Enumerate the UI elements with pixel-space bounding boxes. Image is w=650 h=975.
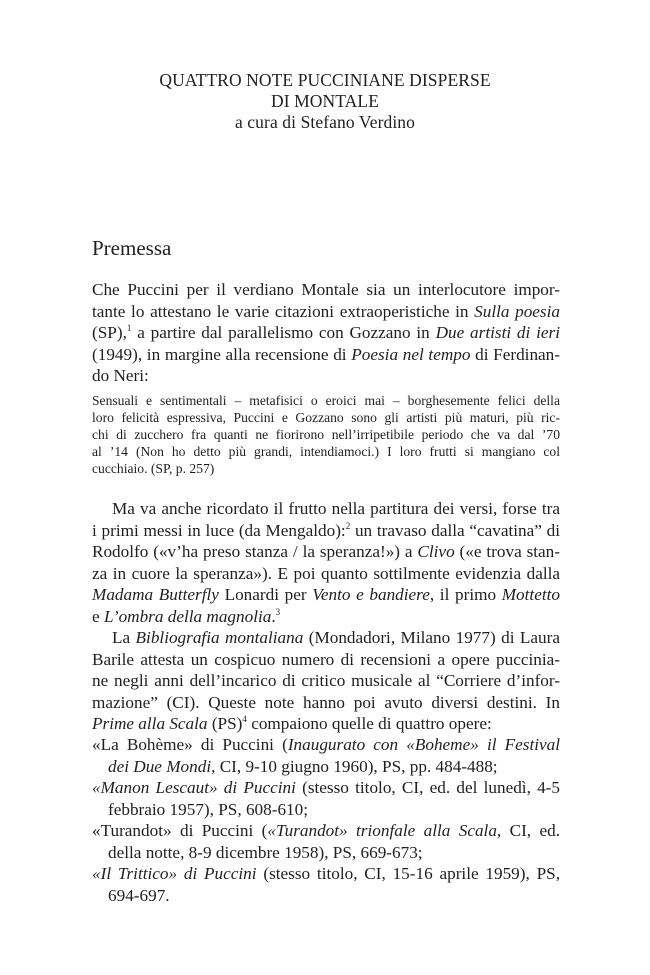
section-title: Premessa — [92, 236, 172, 260]
article-title-line-1: QUATTRO NOTE PUCCINIANE DISPERSE — [159, 70, 491, 90]
footnote-ref[interactable]: 4 — [242, 714, 247, 724]
paragraph-1 — [92, 279, 560, 387]
bibliography-entry: «Manon Lescaut» di Puccini (stesso titolo, CI, ed. del lunedì, 4-5 — [92, 778, 560, 797]
work-title: Poesia nel tempo — [351, 344, 471, 364]
footnote-ref[interactable]: 2 — [345, 520, 351, 531]
article-header — [0, 70, 650, 133]
bibliography-entry: «La Bohème» di Puccini (Inaugurato con «Boheme» il Festival — [92, 735, 560, 754]
paragraph-line: (1949), in margine alla recensione di Poesia nel tempo di Ferdinan- — [92, 344, 560, 364]
paragraph-line: e L’ombra della magnolia.$^3$ — [92, 606, 281, 626]
footnote-ref[interactable]: 3 — [275, 606, 281, 617]
work-title: Mottetto — [501, 585, 560, 604]
quote-line: Sensuali e sentimentali – metafisici o eroici mai – borghesemente felici della — [92, 393, 560, 408]
quote-line: al ’14 (Non ho detto più grandi, intendiamoci.) I loro frutti si mangiano col — [92, 444, 560, 459]
bibliography-entry: «Il Trittico» di Puccini (stesso titolo, CI, 15-16 aprile 1959), PS, — [92, 864, 560, 883]
work-title: Prime alla Scala — [92, 714, 208, 733]
paragraph-line: Che Puccini per il verdiano Montale sia un interlocutore impor- — [92, 280, 560, 299]
work-title: Vento e bandiere — [312, 585, 430, 604]
bibliography-entry-cont: della notte, 8-9 dicembre 1958), PS, 669-673; — [108, 842, 423, 862]
work-title: Sulla poesia — [474, 301, 560, 321]
footnote-ref[interactable]: 1 — [126, 323, 132, 333]
paragraph-line: mazione” (CI). Queste note hanno poi avuto diversi destini. In — [92, 692, 560, 712]
paragraph-line: (SP),$^1$ a partire dal parallelismo con Gozzano in Due artisti di ieri — [92, 323, 560, 342]
paragraph-line: i primi messi in luce (da Mengaldo):$^2$ un travaso dalla “cavatina” di — [92, 520, 560, 540]
paragraph-2 — [92, 498, 560, 627]
paragraph-line: Ma va anche ricordato il frutto nella partitura dei versi, forse tra — [112, 499, 560, 518]
paragraph-line: tante lo attestano le varie citazioni extraoperistiche in Sulla poesia — [92, 301, 560, 321]
quote-line: chi di zucchero fra quanti ne fiorirono nell’irripetibile periodo che va dal ’70 — [92, 427, 560, 442]
article-title-line-2: DI MONTALE — [271, 91, 379, 111]
paragraph-line: ne negli anni dell’incarico di critico musicale al “Corriere d’infor- — [92, 671, 560, 690]
bibliography-list — [92, 734, 560, 906]
bibliography-entry-cont: febbraio 1957), PS, 608-610; — [108, 799, 309, 819]
paragraph-3 — [92, 627, 560, 735]
work-title: L’ombra della magnolia — [103, 606, 272, 626]
block-quote — [92, 392, 560, 477]
bibliography-entry: «Turandot» di Puccini («Turandot» trionfale alla Scala, CI, ed. — [92, 821, 560, 840]
article-editor: a cura di Stefano Verdino — [234, 112, 416, 132]
work-title: Clivo — [417, 542, 455, 561]
paragraph-line: do Neri: — [92, 366, 149, 385]
paragraph-line: Madama Butterfly Lonardi per Vento e bandiere, il primo Mottetto — [92, 585, 560, 604]
quote-line: cucchiaio. (SP, p. 257) — [92, 461, 215, 476]
paragraph-line: Barile attesta un cospicuo numero di recensioni a opere puccinia- — [92, 649, 560, 669]
quote-line: loro felicità espressiva, Puccini e Gozzano sono gli artisti più maturi, più ric- — [92, 410, 560, 425]
work-title: Bibliografia montaliana — [135, 628, 304, 647]
paragraph-line: La Bibliografia montaliana (Mondadori, Milano 1977) di Laura — [112, 628, 560, 647]
bibliography-entry-cont: dei Due Mondi, CI, 9-10 giugno 1960), PS, pp. 484-488; — [108, 756, 498, 776]
work-title: Due artisti di ieri — [435, 323, 560, 342]
work-title: Madama Butterfly — [92, 585, 219, 604]
paragraph-line: za in cuore la speranza»). E poi quanto sottilmente evidenzia dalla — [92, 563, 560, 583]
paragraph-line: Rodolfo («v’ha preso stanza / la speranza!») a Clivo («e trova stan- — [92, 542, 560, 561]
bibliography-entry-cont: 694-697. — [108, 885, 170, 905]
paragraph-line: Prime alla Scala (PS)$^4$ compaiono quelle di quattro opere: — [92, 714, 492, 733]
